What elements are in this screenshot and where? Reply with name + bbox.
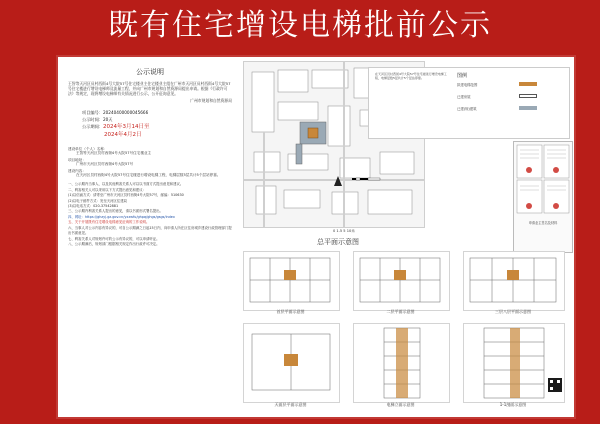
content-value: 在天河区员村西街4号大院57号住宅楼进行增设电梯工程，电梯层数5层共计5个层站停靠。 — [76, 173, 221, 178]
third-floor-plan — [463, 251, 565, 311]
legend-entry-2: 已建房屋 — [457, 95, 471, 99]
elevator-elevation — [353, 323, 450, 403]
first-floor-caption: 首层平面示意图 — [276, 309, 305, 314]
notice-item: 八、公示期满后，规划部门根据相关规定作出行政许可决定。 — [68, 241, 160, 246]
roof-plan — [243, 323, 340, 403]
legend-note: 在天河区员村西街4号大院57号住宅楼进行增设电梯工程，电梯层数5层共计5个层站停靠。 — [375, 72, 447, 80]
case-label: 项目编号： — [82, 110, 103, 115]
notice-item: 五、关于开展既有住宅增设电梯意见征询的工作说明。 — [68, 220, 150, 225]
roof-drawing — [244, 324, 339, 402]
appendix-drawing — [514, 142, 572, 252]
location-value: 广州市天河区员村西街4号大院57号 — [76, 162, 134, 167]
notice-item: 七、利害关系人对规划许可的公示有异议的，可以申请听证。 — [68, 236, 160, 241]
notice-agency: 广州市规划和自然资源局 — [190, 98, 232, 103]
elevation-caption: 电梯立面示意图 — [386, 402, 415, 407]
legend-header: 图例 — [457, 73, 468, 79]
period-row — [60, 116, 240, 123]
scale-bar-label: 0 1.5 5 10米 — [333, 229, 355, 233]
notice-item: (2)以电子邮件方式：发至天河区住建局 — [68, 198, 128, 203]
notice-column — [60, 61, 240, 415]
location-label: 项目地址： — [68, 157, 86, 162]
notice-item: 六、当事人对公示内容有异议的，可自公示期满之日起15日内，向申请人所在区住房城乡建设行政管理部门提出书面意见。 — [68, 225, 232, 236]
legend-swatch-1 — [519, 82, 537, 86]
legend-entry-3: 已建(规)建筑 — [457, 107, 477, 111]
content-label: 建设内容： — [68, 168, 86, 173]
second-floor-drawing — [354, 252, 449, 310]
appendix-title: 申请业主签名及材料 — [528, 221, 558, 225]
end-date: 2024年4月2日 — [104, 132, 142, 138]
case-row — [60, 109, 240, 116]
site-plan-caption: 总平面示意图 — [317, 238, 359, 246]
legend-box — [368, 67, 570, 139]
elevation-drawing — [354, 324, 449, 402]
notice-heading: 公示说明 — [136, 68, 164, 76]
period-value: 20天 — [102, 117, 113, 122]
section-svg — [464, 324, 564, 402]
second-floor-plan — [353, 251, 450, 311]
notice-item: (1)以信函方式：请寄至广州市天河区员村西街4号大院57号，邮编：510630 — [68, 193, 184, 198]
legend-swatch-3 — [519, 106, 537, 110]
start-date: 2024年3月14日至 — [102, 124, 150, 130]
legend-swatch-2 — [519, 94, 537, 98]
board-title: 既有住宅增设电梯批前公示 — [108, 8, 492, 43]
section-drawing — [463, 323, 565, 403]
applicant-label: 建设单位（个人）名称： — [68, 147, 108, 151]
period-label: 公示时间： — [82, 117, 103, 122]
drawing-column — [243, 61, 573, 415]
applicant-value: 王智等天河区员村西街4号大院57号住宅楼业主 — [76, 151, 152, 156]
roof-caption: 天面层平面示意图 — [274, 402, 307, 407]
section-caption: 1-1剖面示意图 — [499, 402, 527, 407]
legend-entry-1: 拟建电梯范围 — [457, 83, 478, 87]
elevator-site-marker — [308, 128, 318, 138]
third-floor-caption: 三层八层平面示意图 — [495, 309, 531, 314]
notice-item: 三、公示期内利害关系人提出的意见，请以书面形式署名提出。 — [68, 209, 163, 214]
first-floor-drawing — [244, 252, 339, 310]
case-number: 20240400000045666 — [102, 110, 149, 115]
notice-item: (3)以电话方式：020-37542881 — [68, 204, 119, 209]
notice-item: 一、公示期内当事人、以及其他利害关系人可以以书面方式提出意见和建议。 — [68, 182, 184, 187]
notice-item: 二、利害相关人可以采用以下方式提出意见和建议： — [68, 187, 146, 192]
second-floor-caption: 二层平面示意图 — [386, 309, 415, 314]
notice-item[interactable]: 四、网址：https://ghzyj.gz.gov.cn/yxzwfu/ghpq/ghgs/gsgs/index — [68, 214, 175, 219]
notice-items — [60, 182, 240, 247]
third-floor-drawing — [464, 252, 564, 310]
duration-row — [60, 123, 240, 131]
content-panel — [56, 55, 576, 419]
appendix-sheets — [513, 141, 573, 253]
duration-label: 公示期间： — [82, 124, 103, 129]
notice-body: 王智等天河区员村西街4号大院57号住宅楼业主住宅楼业主组在广州市天河区员村西街4号大院57号住宅楼进行增设电梯师及流量工程，并向广州市规划和自然资源局提出申请。根据《行政许可法》等规定，现将增设电梯师有关情况进行公示，公开征询意见。 — [68, 81, 231, 96]
first-floor-plan — [243, 251, 340, 311]
